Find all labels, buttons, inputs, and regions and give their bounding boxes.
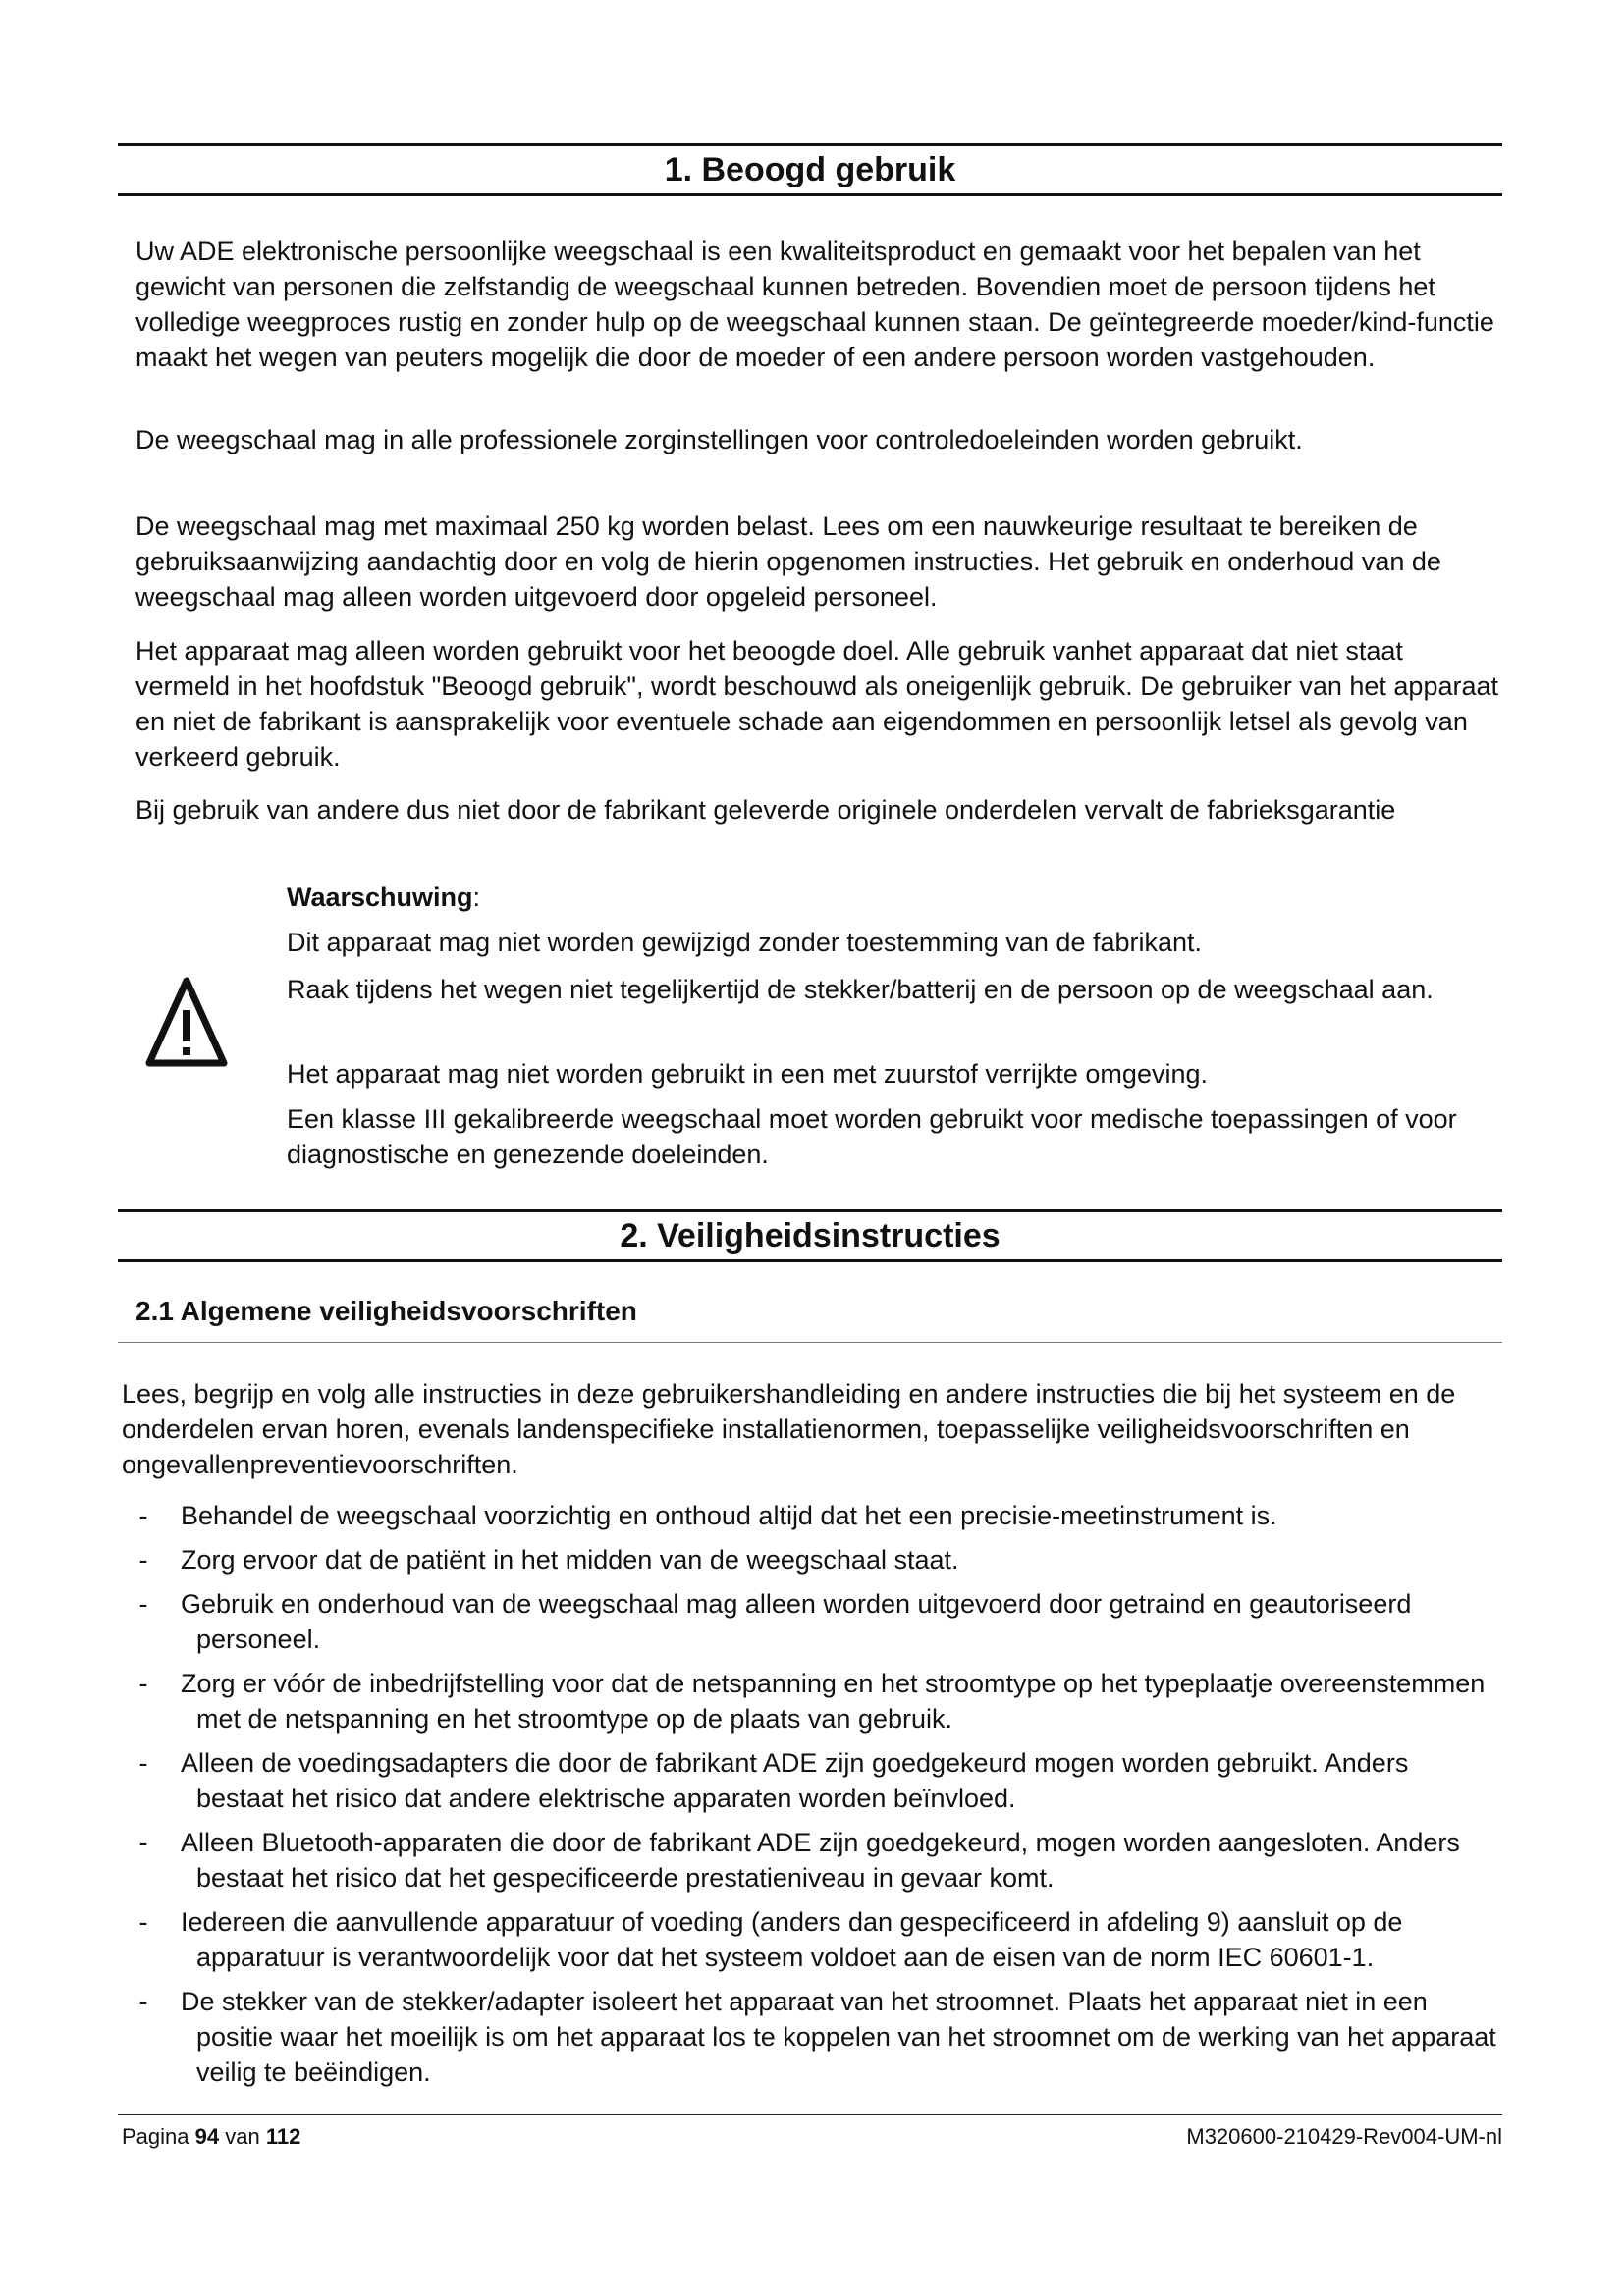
safety-intro-paragraph: Lees, begrijp en volg alle instructies in deze gebruikershandleiding en andere instructies die bij het systeem en de onderdelen ervan horen, evenals landenspecifieke installatienormen, toepasselijke veiligheidsvoorschriften en ongevallenpreventievoorschriften. <box>122 1379 1456 1479</box>
warning-icon <box>145 977 228 1071</box>
list-item: - Alleen Bluetooth-apparaten die door de fabrikant ADE zijn goedgekeurd, mogen worden aangesloten. Anders bestaat het risico dat het gespecificeerde prestatieniveau in gevaar komt. <box>135 1825 1500 1896</box>
section2-title: 2. Veiligheidsinstructies <box>620 1217 1001 1255</box>
bullet-dash: - <box>138 1748 148 1778</box>
section2-bottom-rule <box>118 1259 1502 1262</box>
footer-rule <box>118 2114 1502 2115</box>
warning-heading <box>287 880 1494 915</box>
section1-title: 1. Beoogd gebruik <box>664 151 956 188</box>
list-item: - Iedereen die aanvullende apparatuur of voeding (anders dan gespecificeerd in afdeling 9) aansluit op de apparatuur is verantwoordelijk voor dat het systeem voldoet aan de eisen van de norm IEC 60601-1. <box>135 1904 1500 1975</box>
warning-line-2: Raak tijdens het wegen niet tegelijkertijd de stekker/batterij en de persoon op de weegschaal aan. <box>287 975 1434 1004</box>
intended-use-paragraph-2: De weegschaal mag in alle professionele zorginstellingen voor controledoeleinden worden gebruikt. <box>135 425 1303 454</box>
section1-top-rule <box>118 143 1502 146</box>
warning-title: Waarschuwing <box>287 882 473 912</box>
subsection-rule <box>118 1342 1502 1343</box>
list-item: - Alleen de voedingsadapters die door de fabrikant ADE zijn goedgekeurd mogen worden gebruikt. Anders bestaat het risico dat andere elektrische apparaten worden beïnvloed. <box>135 1745 1500 1816</box>
section1-bottom-rule <box>118 193 1502 196</box>
bullet-dash: - <box>138 1589 148 1619</box>
list-item: - Zorg er vóór de inbedrijfstelling voor dat de netspanning en het stroomtype op het typeplaatje overeenstemmen met de netspanning en het stroomtype op de plaats van gebruik. <box>135 1666 1500 1736</box>
safety-instructions-list <box>135 1498 1500 2099</box>
intended-use-paragraph-1: Uw ADE elektronische persoonlijke weegschaal is een kwaliteitsproduct en gemaakt voor het bepalen van het gewicht van personen die zelfstandig de weegschaal kunnen betreden. Bovendien moet de persoon tijdens het volledige weegproces rustig en zonder hulp op de weegschaal kunnen staan. De geïntegreerde moeder/kind-functie maakt het wegen van peuters mogelijk die door de moeder of een andere persoon worden vastgehouden. <box>135 237 1494 372</box>
list-item: - Gebruik en onderhoud van de weegschaal mag alleen worden uitgevoerd door getraind en geautoriseerd personeel. <box>135 1586 1500 1657</box>
bullet-dash: - <box>138 1907 148 1937</box>
intended-use-paragraph-5: Bij gebruik van andere dus niet door de fabrikant geleverde originele onderdelen vervalt de fabrieksgarantie <box>135 795 1396 825</box>
subsection-title: 2.1 Algemene veiligheidsvoorschriften <box>135 1296 637 1326</box>
warning-line-4: Een klasse III gekalibreerde weegschaal moet worden gebruikt voor medische toepassingen of voor diagnostische en genezende doeleinden. <box>287 1104 1457 1169</box>
list-item: - Zorg ervoor dat de patiënt in het midden van de weegschaal staat. <box>135 1542 1500 1577</box>
list-item: - Behandel de weegschaal voorzichtig en onthoud altijd dat het een precisie-meetinstrument is. <box>135 1498 1500 1533</box>
bullet-dash: - <box>138 1501 148 1530</box>
bullet-dash: - <box>138 1545 148 1575</box>
intended-use-paragraph-3: De weegschaal mag met maximaal 250 kg worden belast. Lees om een nauwkeurige resultaat te bereiken de gebruiksaanwijzing aandachtig door en volg de hierin opgenomen instructies. Het gebruik en onderhoud van de weegschaal mag alleen worden uitgevoerd door opgeleid personeel. <box>135 511 1441 612</box>
page-number: Pagina 94 van 112 <box>122 2124 301 2149</box>
total-pages: 112 <box>265 2124 301 2149</box>
bullet-dash: - <box>138 1987 148 2016</box>
warning-colon: : <box>472 882 481 912</box>
bullet-dash: - <box>138 1828 148 1857</box>
intended-use-paragraph-4: Het apparaat mag alleen worden gebruikt voor het beoogde doel. Alle gebruik vanhet apparaat dat niet staat vermeld in het hoofdstuk "Beoogd gebruik", wordt beschouwd als oneigenlijk gebruik. De gebruiker van het apparaat en niet de fabrikant is aansprakelijk voor eventuele schade aan eigendommen en persoonlijk letsel als gevolg van verkeerd gebruik. <box>135 636 1499 772</box>
list-item: - De stekker van de stekker/adapter isoleert het apparaat van het stroomnet. Plaats het apparaat niet in een positie waar het moeilijk is om het apparaat los te koppelen van het stroomnet om de werking van het apparaat veilig te beëindigen. <box>135 1984 1500 2090</box>
bullet-dash: - <box>138 1669 148 1698</box>
warning-line-3: Het apparaat mag niet worden gebruikt in een met zuurstof verrijkte omgeving. <box>287 1059 1208 1089</box>
section2-top-rule <box>118 1209 1502 1212</box>
current-page: 94 <box>194 2124 220 2149</box>
document-code: M320600-210429-Rev004-UM-nl <box>1186 2124 1502 2149</box>
warning-line-1: Dit apparaat mag niet worden gewijzigd zonder toestemming van de fabrikant. <box>287 928 1203 957</box>
